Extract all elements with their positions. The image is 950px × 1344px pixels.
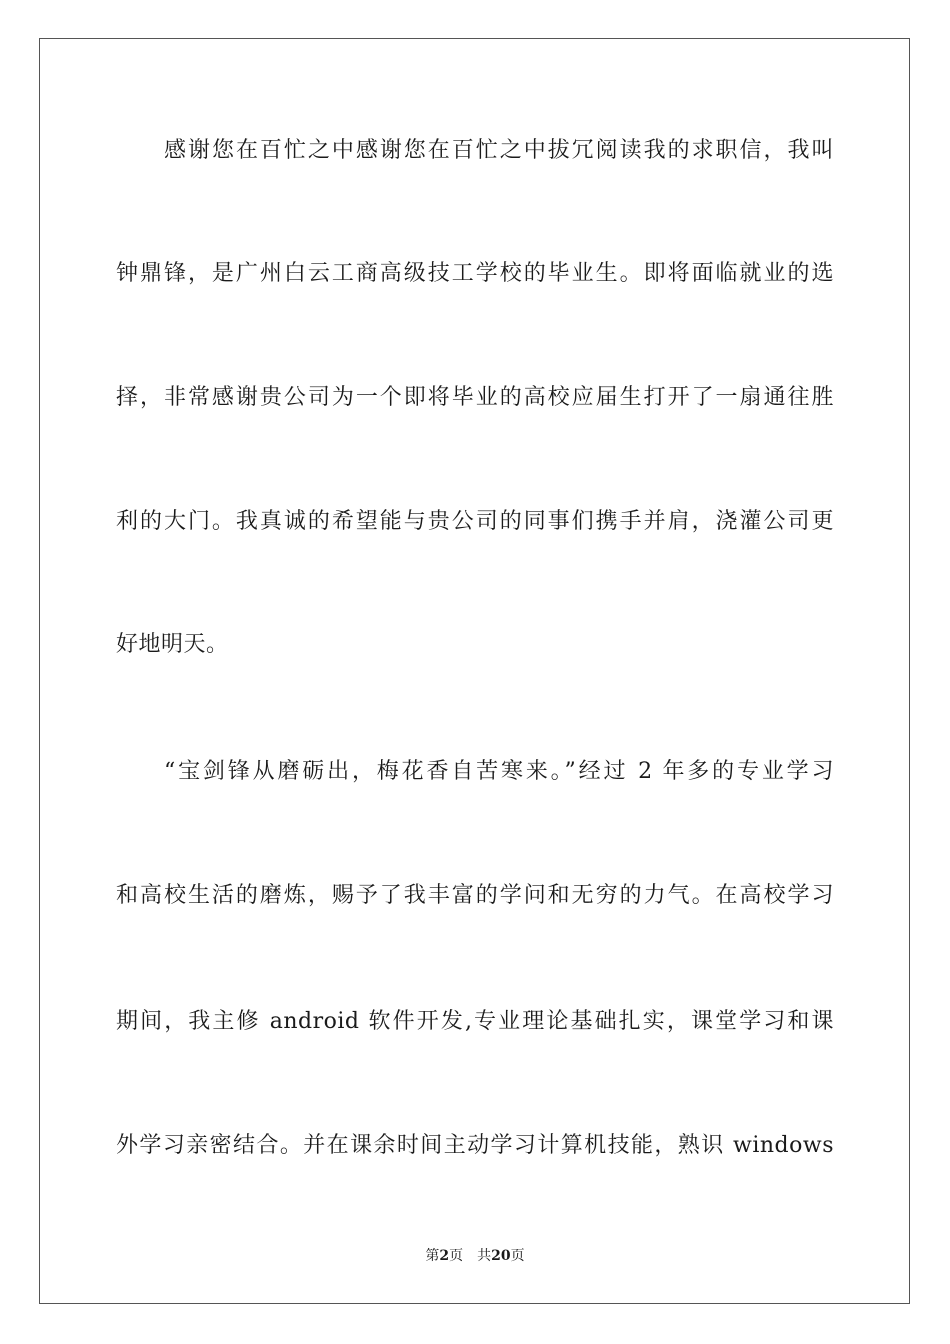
paragraph-1-line-2: 钟鼎锋，是广州白云工商高级技工学校的毕业生。即将面临就业的选 — [116, 261, 834, 286]
paragraph-1-line-5: 好地明天。 — [116, 632, 229, 657]
page-footer — [0, 1247, 950, 1265]
paragraph-1-line-4: 利的大门。我真诚的希望能与贵公司的同事们携手并肩，浇灌公司更 — [116, 509, 834, 534]
footer-page-number: 2 — [439, 1248, 450, 1264]
paragraph-2-line-4: 外学习亲密结合。并在课余时间主动学习计算机技能，熟识 windows — [116, 1133, 834, 1158]
footer-total-suffix: 页 — [510, 1248, 525, 1264]
page-border — [39, 38, 910, 1304]
paragraph-2-line-3: 期间，我主修 android 软件开发,专业理论基础扎实，课堂学习和课 — [116, 1009, 834, 1034]
footer-page-prefix: 第 — [425, 1248, 440, 1264]
paragraph-2-line-2: 和高校生活的磨炼，赐予了我丰富的学问和无穷的力气。在高校学习 — [116, 883, 834, 908]
footer-total-pages: 20 — [491, 1248, 511, 1264]
paragraph-1-line-1: 感谢您在百忙之中感谢您在百忙之中拔冗阅读我的求职信，我叫 — [164, 138, 834, 163]
paragraph-1-line-3: 择，非常感谢贵公司为一个即将毕业的高校应届生打开了一扇通往胜 — [116, 385, 834, 410]
paragraph-2-line-1: “宝剑锋从磨砺出，梅花香自苦寒来。”经过 2 年多的专业学习 — [164, 759, 834, 784]
footer-page-suffix: 页 — [449, 1248, 464, 1264]
footer-total-prefix: 共 — [477, 1248, 492, 1264]
